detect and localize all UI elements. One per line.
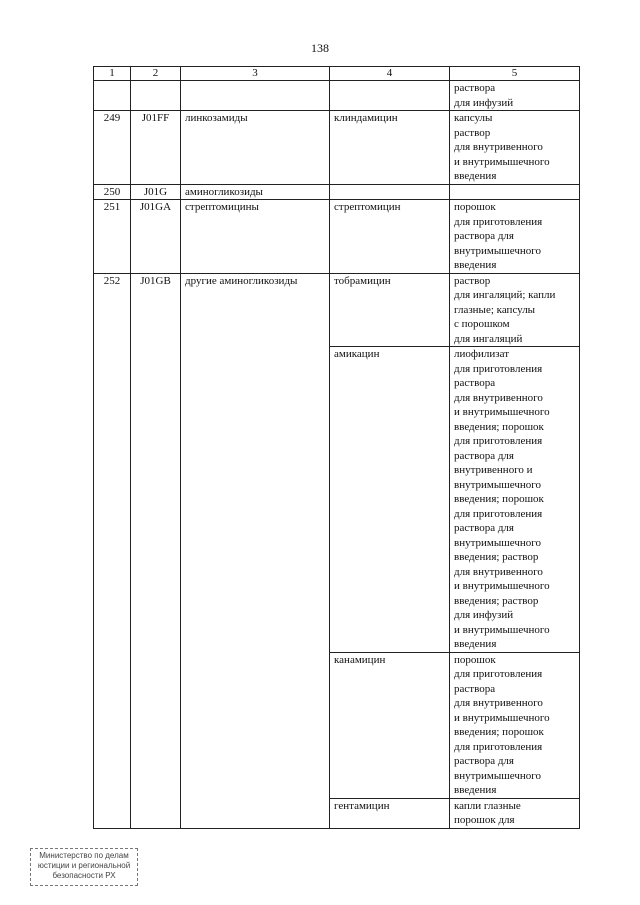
dosage-form-line: для внутривенного — [454, 697, 543, 709]
atc-code: J01G — [131, 184, 181, 200]
dosage-forms — [450, 798, 580, 828]
drug-name: канамицин — [330, 652, 450, 798]
page-number: 138 — [311, 41, 329, 55]
atc-code — [131, 81, 181, 111]
dosage-form-line: внутримышечного — [454, 244, 541, 257]
drug-name — [330, 81, 450, 111]
dosage-form-line: раствора для — [454, 522, 514, 534]
dosage-form-line: для внутривенного — [454, 565, 543, 578]
drug-name: тобрамицин — [330, 273, 450, 347]
dosage-form-line: введения; порошок — [454, 420, 544, 433]
dosage-form-line: раствор — [454, 126, 491, 139]
dosage-form-line: и внутримышечного — [454, 406, 550, 418]
dosage-form-line: для ингаляций; капли — [454, 289, 556, 301]
dosage-form-line: лиофилизат — [454, 348, 510, 360]
row-number: 250 — [94, 184, 131, 200]
drug-table — [93, 66, 580, 829]
dosage-form-line: капсулы — [454, 112, 493, 124]
dosage-form-line: введения; порошок — [454, 726, 544, 738]
table-body — [94, 81, 580, 829]
pharmacological-group: стрептомицины — [181, 200, 330, 274]
dosage-form-line: порошок — [454, 201, 496, 213]
row-number — [94, 81, 131, 111]
dosage-form-line: и внутримышечного — [454, 580, 550, 592]
dosage-form-line: для приготовления — [454, 215, 543, 228]
header-col-2: 2 — [131, 67, 181, 81]
dosage-form-line: для инфузий — [454, 609, 514, 621]
table-row — [94, 273, 580, 347]
dosage-form-line: раствора — [454, 682, 496, 695]
dosage-form-line: раствора для — [454, 230, 514, 242]
dosage-form-line: для приготовления — [454, 435, 543, 447]
atc-code: J01FF — [131, 111, 181, 185]
header-col-3: 3 — [181, 67, 330, 81]
dosage-form-line: введения; порошок — [454, 493, 544, 505]
drug-name — [330, 184, 450, 200]
dosage-forms — [450, 200, 580, 274]
dosage-form-line: с порошком — [454, 318, 510, 330]
table-row — [94, 200, 580, 274]
dosage-form-line: для приготовления — [454, 507, 543, 520]
dosage-form-line: введения — [454, 638, 497, 650]
dosage-form-line: глазные; капсулы — [454, 303, 536, 316]
header-col-1: 1 — [94, 67, 131, 81]
dosage-form-line: введения — [454, 784, 497, 796]
dosage-form-line: и внутримышечного — [454, 623, 550, 636]
dosage-form-line: введения — [454, 259, 497, 271]
header-col-4: 4 — [330, 67, 450, 81]
dosage-form-line: для внутривенного — [454, 391, 543, 404]
table-row — [94, 81, 580, 111]
dosage-form-line: для ингаляций — [454, 332, 523, 345]
row-number: 251 — [94, 200, 131, 274]
ministry-stamp — [30, 848, 138, 886]
atc-code: J01GB — [131, 273, 181, 828]
dosage-form-line: порошок — [454, 653, 496, 666]
stamp-line: Министерство по делам — [39, 851, 129, 860]
dosage-form-line: внутримышечного — [454, 769, 541, 782]
table-row — [94, 184, 580, 200]
drug-name: стрептомицин — [330, 200, 450, 274]
dosage-form-line: порошок для — [454, 814, 515, 826]
row-number: 252 — [94, 273, 131, 828]
header-col-5: 5 — [450, 67, 580, 81]
dosage-form-line: внутривенного и — [454, 464, 533, 476]
dosage-form-line: внутримышечного — [454, 478, 541, 491]
dosage-form-line: для приготовления — [454, 668, 543, 680]
dosage-form-line: раствор — [454, 274, 491, 287]
dosage-form-line: внутримышечного — [454, 536, 541, 549]
pharmacological-group: другие аминогликозиды — [181, 273, 330, 828]
stamp-line: юстиции и региональной — [37, 861, 131, 870]
dosage-form-line: для приготовления — [454, 740, 543, 753]
table-row — [94, 111, 580, 185]
atc-code: J01GA — [131, 200, 181, 274]
pharmacological-group: линкозамиды — [181, 111, 330, 185]
pharmacological-group — [181, 81, 330, 111]
dosage-form-line: введения — [454, 170, 497, 182]
dosage-form-line: раствора — [454, 82, 496, 94]
dosage-form-line: для инфузий — [454, 96, 514, 109]
row-number: 249 — [94, 111, 131, 185]
dosage-form-line: раствора — [454, 377, 496, 389]
dosage-form-line: введения; раствор — [454, 594, 539, 607]
stamp-line: безопасности РХ — [52, 871, 116, 880]
dosage-form-line: раствора для — [454, 449, 514, 462]
drug-name: гентамицин — [330, 798, 450, 828]
header-row — [94, 67, 580, 81]
dosage-forms — [450, 347, 580, 653]
dosage-form-line: для внутривенного — [454, 141, 543, 153]
dosage-forms — [450, 111, 580, 185]
dosage-form-line: капли глазные — [454, 799, 521, 812]
dosage-forms — [450, 81, 580, 111]
dosage-form-line: для приготовления — [454, 362, 543, 375]
dosage-forms — [450, 184, 580, 200]
dosage-forms — [450, 273, 580, 347]
dosage-form-line: и внутримышечного — [454, 155, 550, 168]
dosage-form-line: введения; раствор — [454, 551, 539, 563]
drug-name: амикацин — [330, 347, 450, 653]
dosage-form-line: и внутримышечного — [454, 711, 550, 724]
drug-name: клиндамицин — [330, 111, 450, 185]
pharmacological-group: аминогликозиды — [181, 184, 330, 200]
dosage-forms — [450, 652, 580, 798]
dosage-form-line: раствора для — [454, 755, 514, 767]
